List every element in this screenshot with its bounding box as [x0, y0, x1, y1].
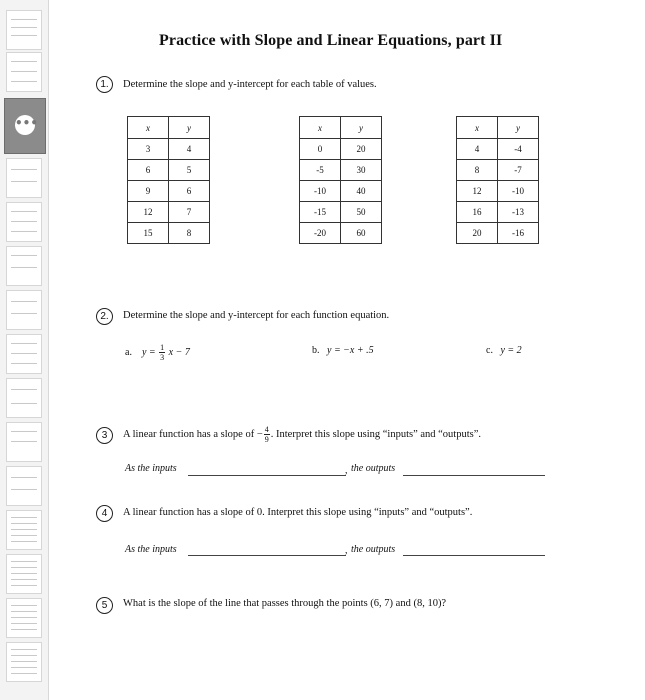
- table-cell: 15: [128, 223, 169, 244]
- page-title: Practice with Slope and Linear Equations, part II: [159, 32, 503, 49]
- table-cell: -10: [498, 181, 539, 202]
- question-number-2: 2.: [96, 308, 113, 325]
- table-cell: -5: [300, 160, 341, 181]
- table-row: [128, 139, 210, 160]
- table-row: [457, 181, 539, 202]
- table-cell: 40: [341, 181, 382, 202]
- table-cell: -4: [498, 139, 539, 160]
- table-row: [300, 160, 382, 181]
- table-cell: -16: [498, 223, 539, 244]
- page-thumbnail[interactable]: [6, 466, 42, 506]
- table-cell: 8: [457, 160, 498, 181]
- table-cell: 30: [341, 160, 382, 181]
- equation-c: [486, 345, 522, 356]
- question-5-text: What is the slope of the line that passes through the points (6, 7) and (8, 10)?: [123, 598, 447, 609]
- page-thumbnail[interactable]: [6, 378, 42, 418]
- outputs-label-4: the outputs: [351, 544, 396, 555]
- table-cell: -7: [498, 160, 539, 181]
- fraction-four-ninths: [264, 425, 270, 444]
- table-row: [457, 139, 539, 160]
- table-cell: 6: [169, 181, 210, 202]
- question-2-text: Determine the slope and y-intercept for each function equation.: [123, 310, 390, 321]
- table-cell: 0: [300, 139, 341, 160]
- page-thumbnail[interactable]: [6, 598, 42, 638]
- equation-b-expression: y = −x + .5: [327, 345, 374, 356]
- question-3-text-after: . Interpret this slope using “inputs” and “outputs”.: [270, 428, 482, 440]
- answer-blank-inputs-3[interactable]: [188, 475, 346, 476]
- inputs-label-4: As the inputs: [125, 544, 177, 555]
- table-header-y: y: [169, 117, 210, 139]
- page-thumbnail[interactable]: [6, 642, 42, 682]
- page-thumbnail[interactable]: [6, 290, 42, 330]
- table-row: [300, 202, 382, 223]
- fraction-numerator: 1: [160, 343, 165, 352]
- table-row: [128, 223, 210, 244]
- question-3-text-before: A linear function has a slope of −: [123, 428, 263, 440]
- table-cell: 12: [457, 181, 498, 202]
- equation-a-label: a.: [125, 346, 132, 358]
- page-thumbnail[interactable]: [6, 10, 42, 50]
- table-row: [457, 223, 539, 244]
- page-thumbnail[interactable]: [6, 246, 42, 286]
- question-1-text: Determine the slope and y-intercept for each table of values.: [123, 79, 377, 90]
- page-thumbnail[interactable]: [6, 510, 42, 550]
- equation-c-label: c.: [486, 345, 493, 356]
- page-thumbnail[interactable]: [6, 202, 42, 242]
- answer-blank-inputs-4[interactable]: [188, 555, 346, 556]
- table-cell: 12: [128, 202, 169, 223]
- fraction-denominator: 9: [264, 435, 269, 444]
- table-cell: 50: [341, 202, 382, 223]
- comma: ,: [345, 465, 348, 476]
- table-cell: -13: [498, 202, 539, 223]
- values-table-3: [456, 116, 539, 244]
- table-row: [457, 202, 539, 223]
- equation-b-label: b.: [312, 345, 320, 356]
- table-row: [300, 223, 382, 244]
- values-table-2: [299, 116, 382, 244]
- table-row: [300, 139, 382, 160]
- table-header-y: y: [498, 117, 539, 139]
- values-table-1: [127, 116, 210, 244]
- equation-a-rhs: x − 7: [168, 346, 190, 358]
- question-4-text: A linear function has a slope of 0. Interpret this slope using “inputs” and “outputs”.: [123, 507, 473, 518]
- page-thumbnail[interactable]: [6, 158, 42, 198]
- equation-a-lhs: y =: [141, 346, 156, 358]
- table-cell: 4: [457, 139, 498, 160]
- question-number-4: 4: [96, 505, 113, 522]
- question-number-5: 5: [96, 597, 113, 614]
- table-cell: 6: [128, 160, 169, 181]
- page-thumbnail-sidebar: [0, 0, 49, 700]
- table-row: [128, 160, 210, 181]
- document-page: [49, 0, 645, 700]
- answer-blank-outputs-4[interactable]: [403, 555, 545, 556]
- table-cell: 5: [169, 160, 210, 181]
- page-thumbnail-selected[interactable]: [4, 98, 46, 154]
- fraction-denominator: 3: [160, 353, 165, 362]
- table-cell: -20: [300, 223, 341, 244]
- table-cell: 8: [169, 223, 210, 244]
- table-row: [128, 181, 210, 202]
- table-header-x: x: [300, 117, 341, 139]
- table-cell: 20: [341, 139, 382, 160]
- table-cell: 16: [457, 202, 498, 223]
- question-number-3: 3: [96, 427, 113, 444]
- answer-blank-outputs-3[interactable]: [403, 475, 545, 476]
- table-cell: 20: [457, 223, 498, 244]
- fraction-numerator: 4: [264, 425, 269, 434]
- table-cell: 3: [128, 139, 169, 160]
- table-cell: -15: [300, 202, 341, 223]
- equation-c-expression: y = 2: [500, 345, 522, 356]
- page-thumbnail[interactable]: [6, 52, 42, 92]
- outputs-label-3: the outputs: [351, 463, 396, 474]
- inputs-label-3: As the inputs: [125, 463, 177, 474]
- question-3-text: [123, 425, 481, 444]
- page-thumbnail[interactable]: [6, 334, 42, 374]
- equation-a: [125, 343, 190, 362]
- table-cell: 4: [169, 139, 210, 160]
- table-cell: 60: [341, 223, 382, 244]
- question-number-1: 1.: [96, 76, 113, 93]
- table-row: [457, 160, 539, 181]
- table-cell: 7: [169, 202, 210, 223]
- table-row: [128, 202, 210, 223]
- table-row: [300, 181, 382, 202]
- page-thumbnail[interactable]: [6, 422, 42, 462]
- fraction-one-third: [159, 343, 165, 362]
- equation-b: [312, 345, 374, 356]
- table-header-x: x: [128, 117, 169, 139]
- more-options-icon[interactable]: •••: [15, 115, 35, 135]
- table-header-y: y: [341, 117, 382, 139]
- table-cell: 9: [128, 181, 169, 202]
- page-thumbnail[interactable]: [6, 554, 42, 594]
- table-header-x: x: [457, 117, 498, 139]
- comma: ,: [345, 545, 348, 556]
- table-cell: -10: [300, 181, 341, 202]
